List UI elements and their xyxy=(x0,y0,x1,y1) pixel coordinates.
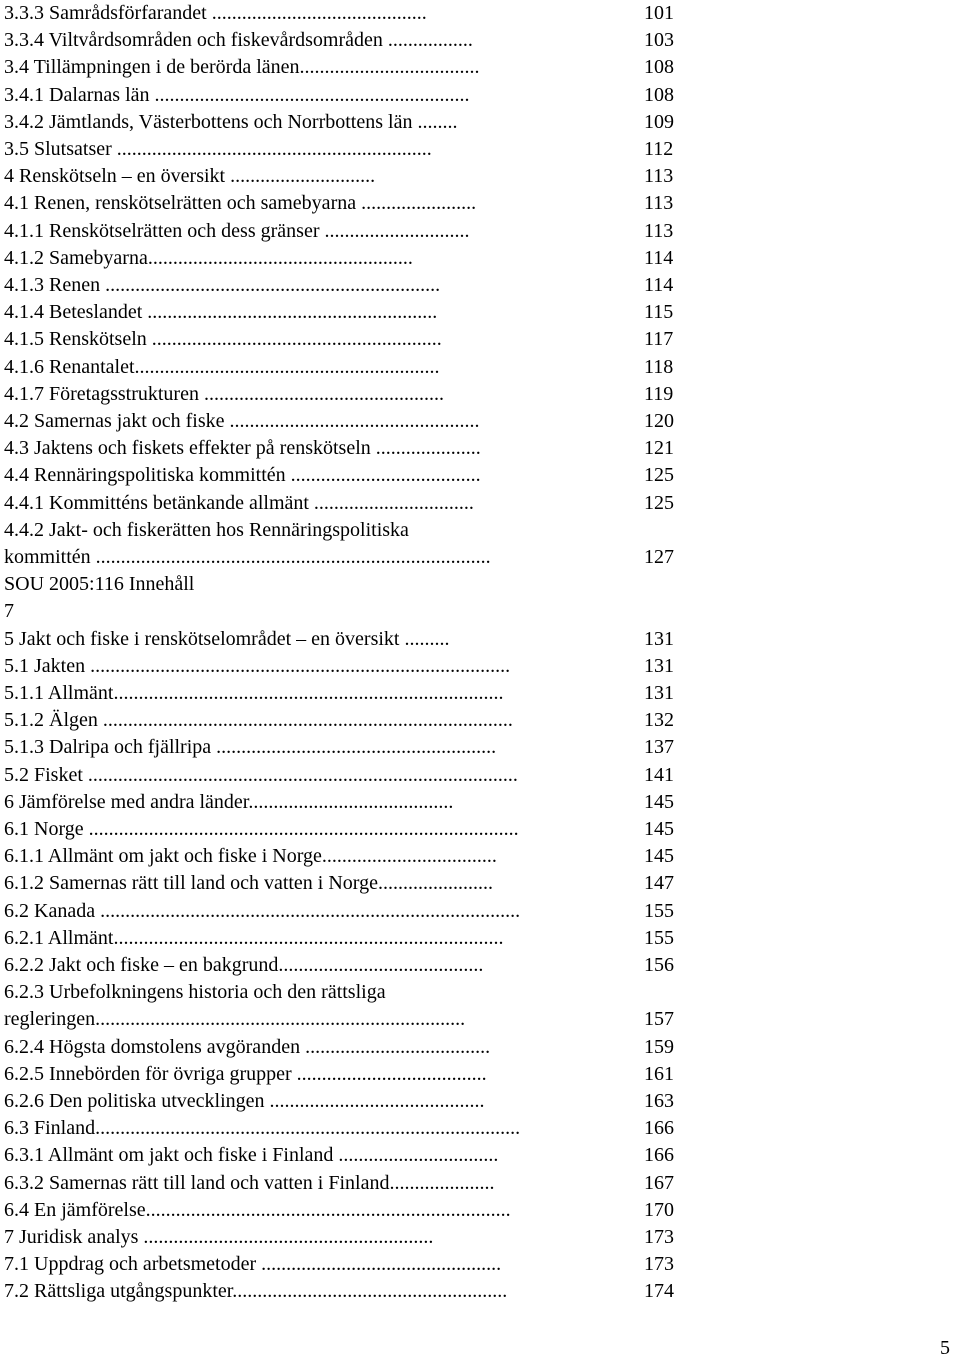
toc-entry: 4.4.1 Kommitténs betänkande allmänt ................................ xyxy=(4,491,474,514)
toc-entry: 6.3.1 Allmänt om jakt och fiske i Finland ................................ xyxy=(4,1144,499,1167)
toc-page-number: 131 xyxy=(644,682,674,704)
toc-entry: 3.4.2 Jämtlands, Västerbottens och Norrbottens län ........ xyxy=(4,110,458,133)
toc-entry: 4 Renskötseln – en översikt ............................. xyxy=(4,165,376,188)
toc-page-number: 174 xyxy=(644,1280,674,1303)
toc-page-number: 155 xyxy=(644,899,674,922)
toc-page-number: 166 xyxy=(644,1144,674,1167)
toc-entry: 6.3.2 Samernas rätt till land och vatten i Finland..................... xyxy=(4,1171,495,1194)
toc-page-number: 113 xyxy=(644,192,674,215)
toc-entry: 7 xyxy=(4,600,14,623)
toc-page-number: 173 xyxy=(644,1226,674,1248)
toc-entry: kommittén ............................................................................... xyxy=(4,546,491,568)
toc-entry: 5.1.2 Älgen .................................................................................. xyxy=(4,709,513,732)
toc-page-number: 173 xyxy=(644,1253,674,1276)
toc-page-number: 163 xyxy=(644,1090,674,1112)
toc-page-number: 101 xyxy=(644,2,674,24)
toc-page-number: 147 xyxy=(644,872,674,895)
toc-entry: 3.4.1 Dalarnas län ............................................................... xyxy=(4,83,470,106)
toc-page-number: 127 xyxy=(644,546,674,568)
toc-entry: 6.1.1 Allmänt om jakt och fiske i Norge................................... xyxy=(4,845,497,868)
toc-entry: 5 Jakt och fiske i renskötselområdet – en översikt ......... xyxy=(4,627,450,650)
toc-entry: 7.1 Uppdrag och arbetsmetoder ................................................ xyxy=(4,1253,502,1276)
toc-entry: 6.1 Norge ...................................................................................... xyxy=(4,818,519,840)
toc-page-number: 155 xyxy=(644,926,674,949)
toc-entry: 3.4 Tillämpningen i de berörda länen.................................... xyxy=(4,56,480,79)
toc-entry: regleringen.......................................................................... xyxy=(4,1008,466,1031)
toc-entry: 4.1.3 Renen ................................................................... xyxy=(4,274,441,296)
toc-entry: 6.2.1 Allmänt.............................................................................. xyxy=(4,926,504,949)
toc-entry: 4.1.7 Företagsstrukturen ................................................ xyxy=(4,382,444,405)
toc-entry: 4.1 Renen, renskötselrätten och samebyarna ....................... xyxy=(4,192,477,215)
toc-page-number: 120 xyxy=(644,410,674,432)
toc-entry: 4.1.6 Renantalet............................................................. xyxy=(4,355,440,378)
toc-entry: 4.1.1 Renskötselrätten och dess gränser ............................. xyxy=(4,219,470,242)
toc-entry: 6.2.2 Jakt och fiske – en bakgrund......................................... xyxy=(4,954,484,976)
toc-page-number: 114 xyxy=(644,274,674,296)
toc-entry: 6.2 Kanada .................................................................................... xyxy=(4,899,521,922)
toc-entry: SOU 2005:116 Innehåll xyxy=(4,573,195,596)
toc-page-number: 166 xyxy=(644,1117,674,1140)
toc-page-number: 145 xyxy=(644,845,674,868)
toc-entry: 6 Jämförelse med andra länder......................................... xyxy=(4,790,454,813)
toc-page-number: 156 xyxy=(644,954,674,976)
toc-page-number: 121 xyxy=(644,437,674,460)
toc-page-number: 170 xyxy=(644,1198,674,1221)
toc-page-number: 132 xyxy=(644,709,674,732)
toc-entry: 4.1.2 Samebyarna..................................................... xyxy=(4,246,413,269)
toc-entry: 6.2.4 Högsta domstolens avgöranden ..................................... xyxy=(4,1035,491,1058)
toc-entry: 7 Juridisk analys .......................................................... xyxy=(4,1226,434,1248)
toc-page-number: 117 xyxy=(644,328,674,351)
toc-page-number: 131 xyxy=(644,627,674,650)
toc-entry: 4.4 Rennäringspolitiska kommittén ...................................... xyxy=(4,464,481,487)
toc-entry: 6.3 Finland..................................................................................... xyxy=(4,1117,521,1140)
toc-entry: 6.2.6 Den politiska utvecklingen ........................................... xyxy=(4,1090,485,1112)
toc-entry: 5.2 Fisket ...................................................................................... xyxy=(4,763,518,786)
toc-page-number: 109 xyxy=(644,110,674,133)
toc-entry: 3.3.4 Viltvårdsområden och fiskevårdsområden ................. xyxy=(4,29,473,52)
toc-entry: 4.2 Samernas jakt och fiske .................................................. xyxy=(4,410,480,432)
toc-page-number: 119 xyxy=(644,382,674,405)
toc-entry: 6.1.2 Samernas rätt till land och vatten i Norge....................... xyxy=(4,872,493,895)
toc-page-number: 145 xyxy=(644,790,674,813)
toc-page-number: 113 xyxy=(644,219,674,242)
toc-page-number: 115 xyxy=(644,301,674,324)
toc-page-number: 159 xyxy=(644,1035,674,1058)
toc-page-number: 167 xyxy=(644,1171,674,1194)
toc-entry: 5.1.1 Allmänt.............................................................................. xyxy=(4,682,504,704)
toc-entry: 3.3.3 Samrådsförfarandet ........................................... xyxy=(4,2,427,24)
toc-entry: 7.2 Rättsliga utgångspunkter....................................................... xyxy=(4,1280,508,1303)
toc-entry: 4.4.2 Jakt- och fiskerätten hos Rennäringspolitiska xyxy=(4,518,409,541)
toc-entry: 6.4 En jämförelse......................................................................... xyxy=(4,1198,511,1221)
toc-page-number: 113 xyxy=(644,165,674,188)
page-number: 5 xyxy=(940,1337,950,1359)
toc-entry: 4.1.5 Renskötseln .......................................................... xyxy=(4,328,442,351)
toc-page-number: 125 xyxy=(644,464,674,487)
toc-entry: 6.2.5 Innebörden för övriga grupper ...................................... xyxy=(4,1062,487,1085)
toc-page-number: 145 xyxy=(644,818,674,840)
toc-entry: 5.1 Jakten .................................................................................... xyxy=(4,654,511,677)
toc-entry: 4.1.4 Beteslandet .......................................................... xyxy=(4,301,438,324)
toc-page-number: 118 xyxy=(644,355,674,378)
toc-entry: 6.2.3 Urbefolkningens historia och den rättsliga xyxy=(4,981,386,1004)
toc-entry: 4.3 Jaktens och fiskets effekter på renskötseln ..................... xyxy=(4,437,481,460)
toc-page-number: 161 xyxy=(644,1062,674,1085)
toc-page-number: 112 xyxy=(644,138,674,160)
toc-page-number: 131 xyxy=(644,654,674,677)
toc-page-number: 103 xyxy=(644,29,674,52)
toc-entry: 3.5 Slutsatser ............................................................... xyxy=(4,138,432,160)
toc-page-number: 114 xyxy=(644,246,674,269)
toc-page-number: 108 xyxy=(644,56,674,79)
toc-page-number: 125 xyxy=(644,491,674,514)
toc-page-number: 137 xyxy=(644,736,674,759)
toc-page-number: 108 xyxy=(644,83,674,106)
toc-page-number: 141 xyxy=(644,763,674,786)
toc-page-number: 157 xyxy=(644,1008,674,1031)
toc-entry: 5.1.3 Dalripa och fjällripa ........................................................ xyxy=(4,736,497,759)
